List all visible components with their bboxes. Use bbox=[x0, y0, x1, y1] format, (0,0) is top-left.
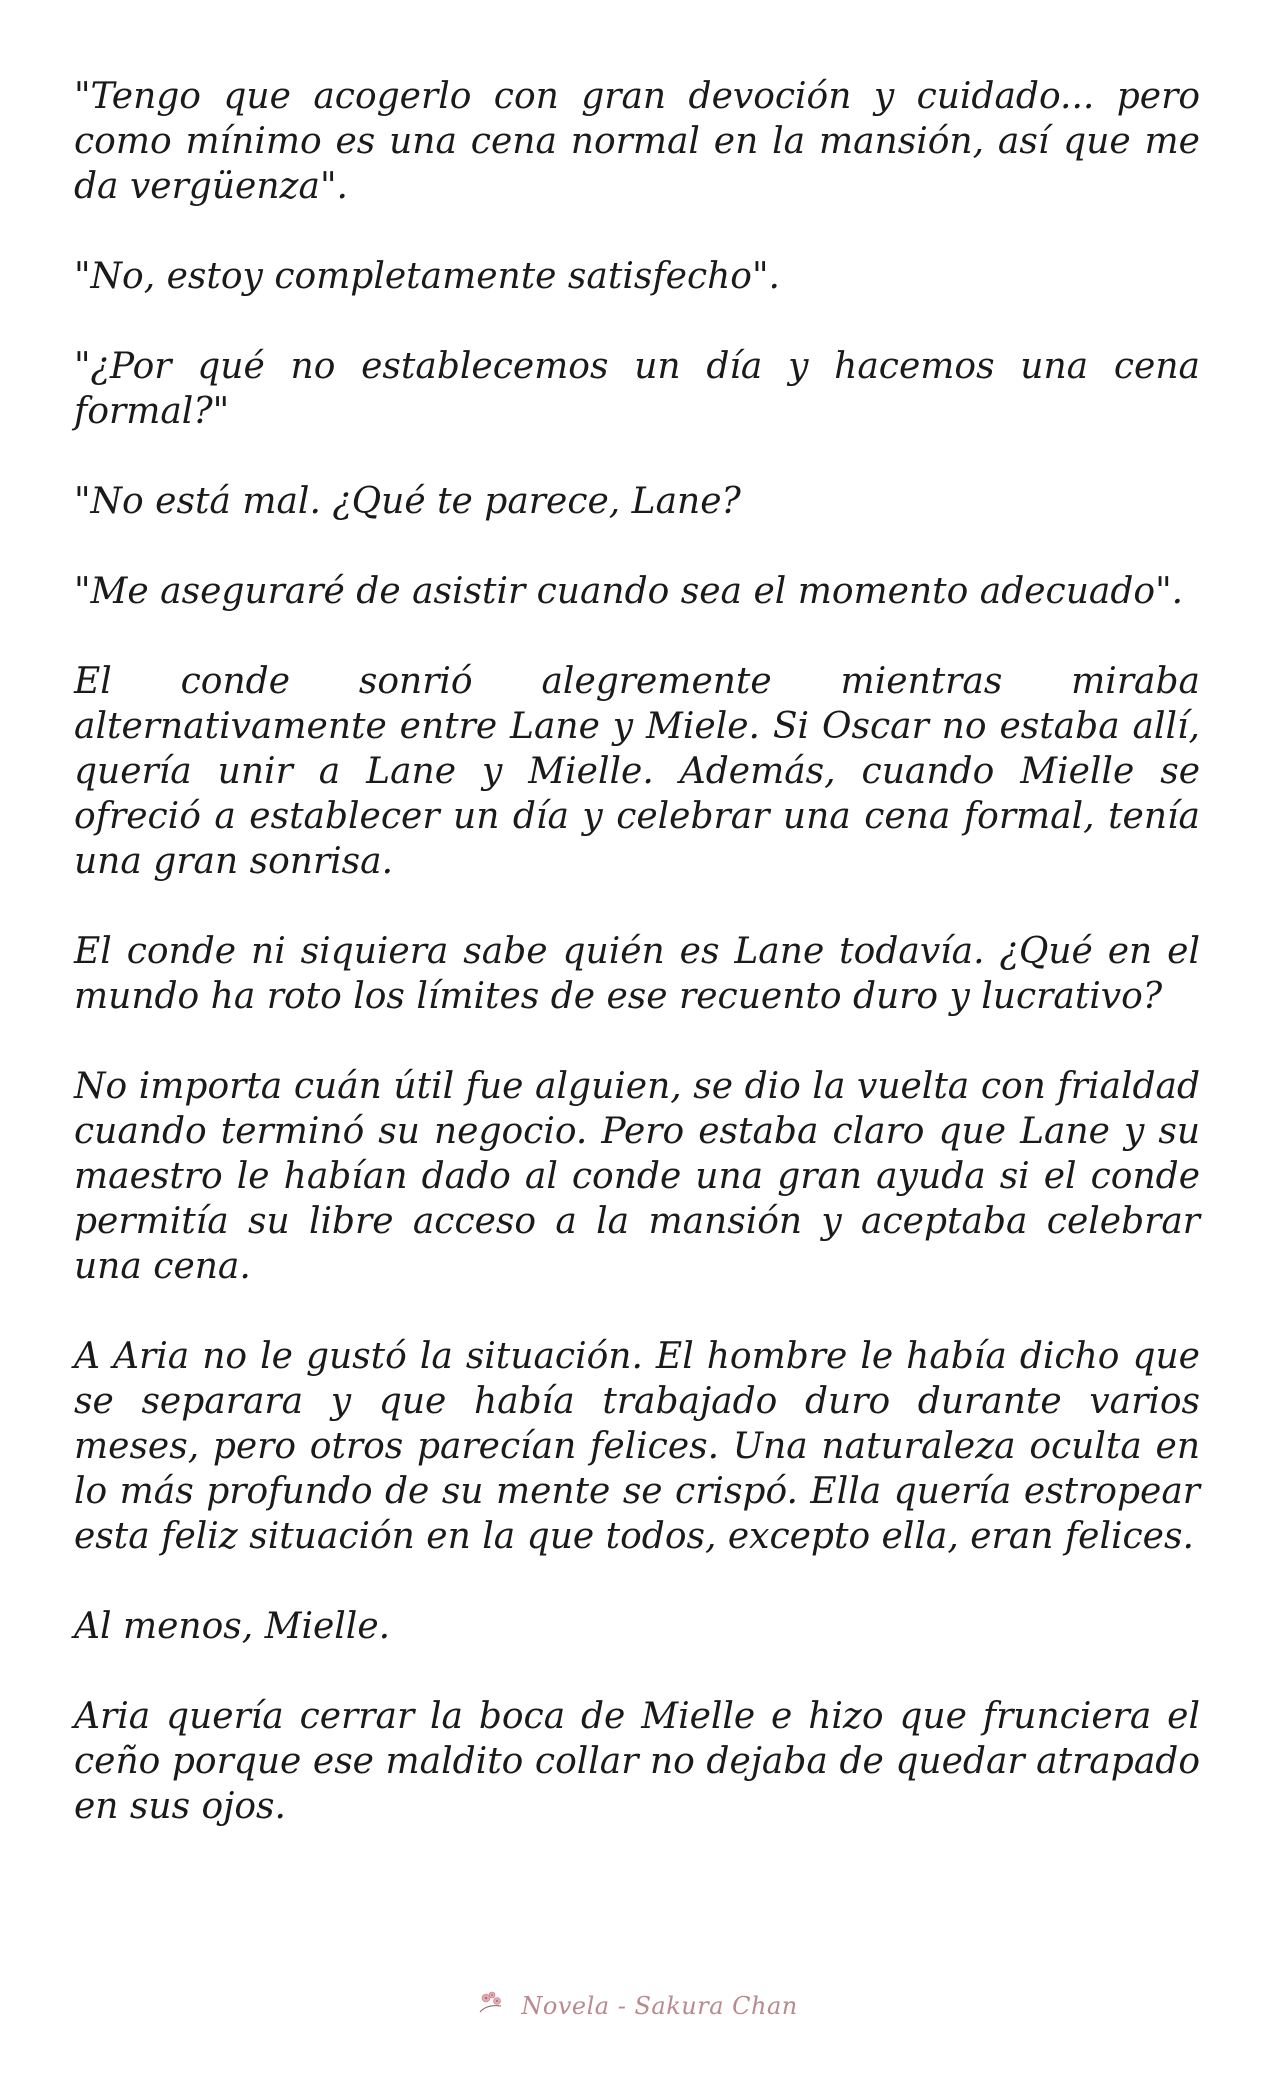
paragraph-9: A Aria no le gustó la situación. El hombre le había dicho que se separara y que había trabajado duro durante varios meses, pero otros parecían felices. Una naturaleza oculta en lo más profundo de su mente se crispó. Ella quería estropear esta feliz situación en la que todos, excepto ella, eran felices. bbox=[74, 1336, 1200, 1557]
watermark bbox=[0, 1990, 1275, 2022]
document-body bbox=[74, 74, 1200, 1829]
paragraph-11: Aria quería cerrar la boca de Mielle e hizo que frunciera el ceño porque ese maldito collar no dejaba de quedar atrapado en sus ojos. bbox=[74, 1696, 1200, 1827]
paragraph-10: Al menos, Mielle. bbox=[74, 1606, 391, 1647]
watermark-text: Novela - Sakura Chan bbox=[521, 1992, 798, 2020]
paragraph-4: "No está mal. ¿Qué te parece, Lane? bbox=[74, 481, 741, 522]
paragraph-3: "¿Por qué no establecemos un día y hacemos una cena formal?" bbox=[74, 346, 1200, 432]
paragraph-6: El conde sonrió alegremente mientras miraba alternativamente entre Lane y Miele. Si Oscar no estaba allí, quería unir a Lane y Mielle. Además, cuando Mielle se ofreció a establecer un día y celebrar una cena formal, tenía una gran sonrisa. bbox=[74, 661, 1200, 882]
paragraph-5: "Me aseguraré de asistir cuando sea el momento adecuado". bbox=[74, 571, 1184, 612]
paragraph-7: El conde ni siquiera sabe quién es Lane todavía. ¿Qué en el mundo ha roto los límites de ese recuento duro y lucrativo? bbox=[74, 931, 1200, 1017]
sakura-blossom-icon bbox=[477, 1990, 507, 2022]
paragraph-1: "Tengo que acogerlo con gran devoción y cuidado... pero como mínimo es una cena normal en la mansión, así que me da vergüenza". bbox=[74, 76, 1200, 207]
paragraph-2: "No, estoy completamente satisfecho". bbox=[74, 256, 780, 297]
paragraph-8: No importa cuán útil fue alguien, se dio la vuelta con frialdad cuando terminó su negocio. Pero estaba claro que Lane y su maestro le habían dado al conde una gran ayuda si el conde permitía su libre acceso a la mansión y aceptaba celebrar una cena. bbox=[74, 1066, 1200, 1287]
